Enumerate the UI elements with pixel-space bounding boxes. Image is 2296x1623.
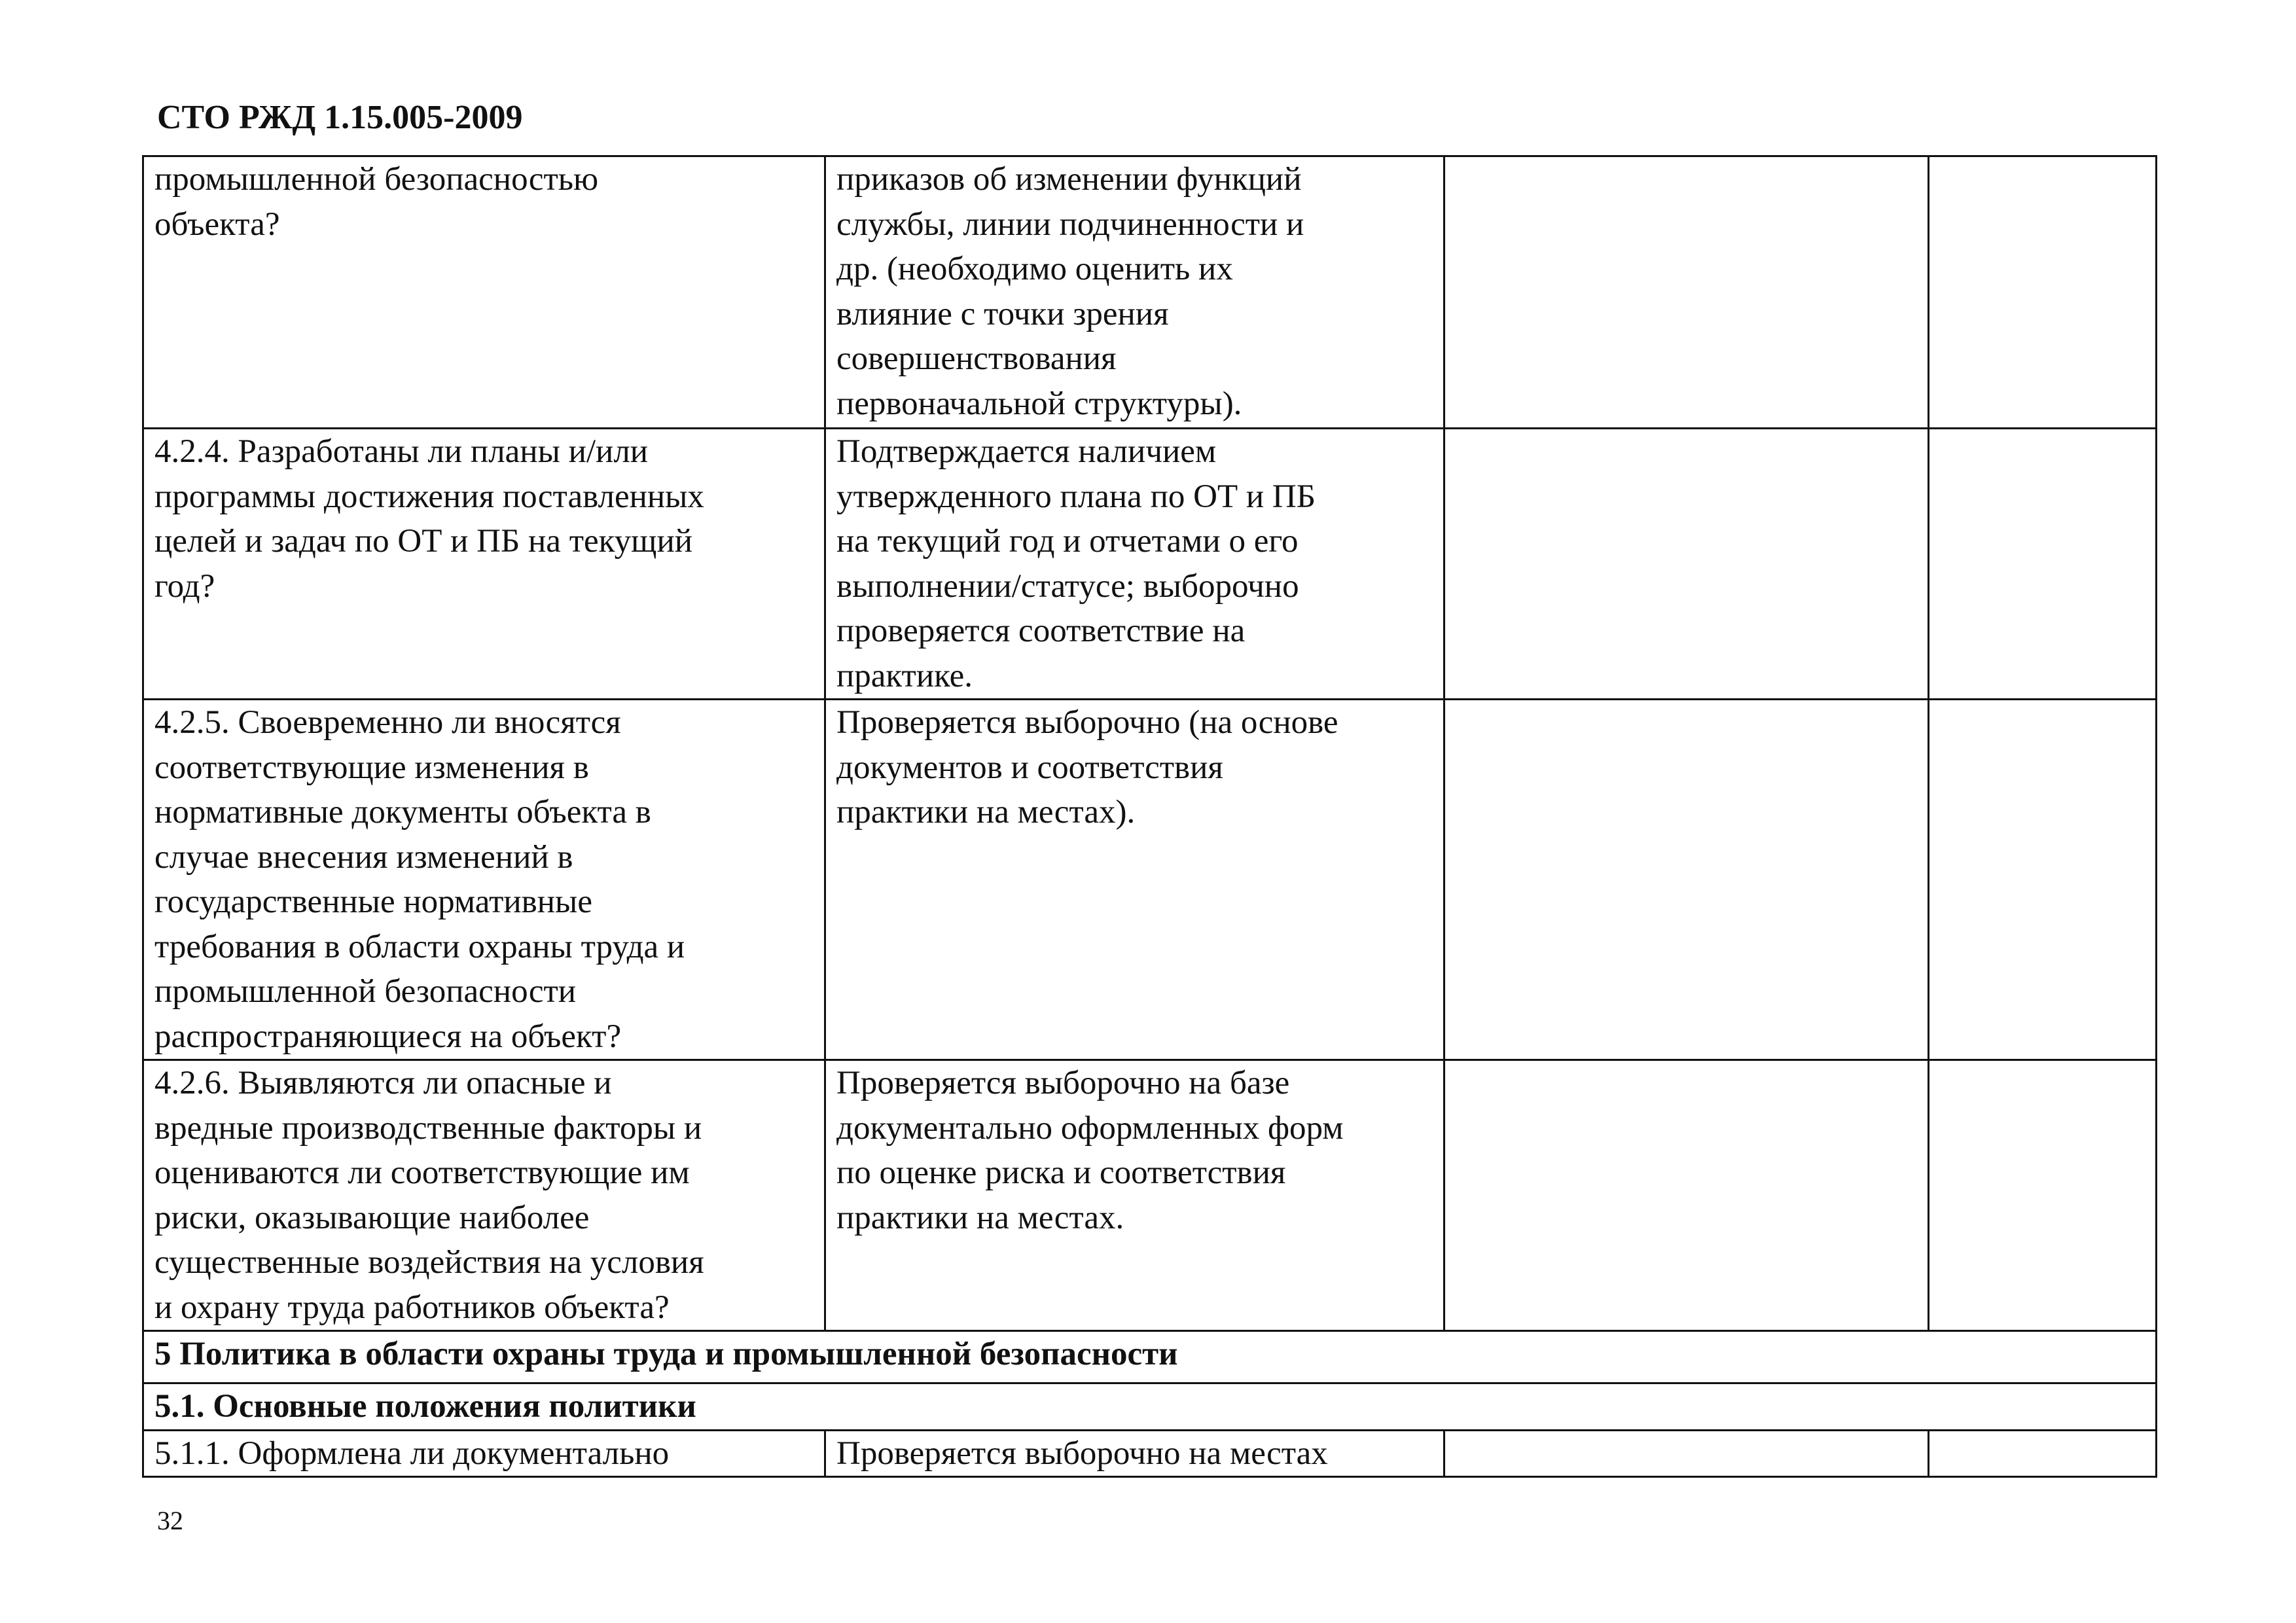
score-cell — [1929, 429, 2157, 700]
subsection-row — [143, 1383, 2157, 1431]
section-title: 5 Политика в области охраны труда и промышленной безопасности — [143, 1331, 2157, 1383]
table-row — [143, 1060, 2157, 1331]
score-cell — [1929, 156, 2157, 429]
section-row — [143, 1331, 2157, 1383]
assessment-cell — [1444, 1060, 1929, 1331]
question-cell: 4.2.6. Выявляются ли опасные и вредные производственные факторы и оцениваются ли соответствующие им риски, оказывающие наиболее существенные воздействия на условия и охрану труда работников объекта? — [143, 1060, 825, 1331]
assessment-cell — [1444, 429, 1929, 700]
subsection-title: 5.1. Основные положения политики — [143, 1383, 2157, 1431]
question-cell: 4.2.5. Своевременно ли вносятся соответствующие изменения в нормативные документы объекта в случае внесения изменений в государственные нормативные требования в области охраны труда и промышленной безопасности распространяющиеся на объект? — [143, 700, 825, 1060]
checklist-table — [142, 155, 2157, 1478]
verification-cell: Проверяется выборочно на местах — [825, 1430, 1444, 1477]
document-header: СТО РЖД 1.15.005-2009 — [157, 99, 523, 136]
score-cell — [1929, 700, 2157, 1060]
assessment-cell — [1444, 156, 1929, 429]
table-row — [143, 1430, 2157, 1477]
table-row — [143, 429, 2157, 700]
score-cell — [1929, 1060, 2157, 1331]
verification-cell: Проверяется выборочно на базе документально оформленных форм по оценке риска и соответствия практики на местах. — [825, 1060, 1444, 1331]
verification-cell: Проверяется выборочно (на основе документов и соответствия практики на местах). — [825, 700, 1444, 1060]
question-cell: 4.2.4. Разработаны ли планы и/или программы достижения поставленных целей и задач по ОТ и ПБ на текущий год? — [143, 429, 825, 700]
question-cell: 5.1.1. Оформлена ли документально — [143, 1430, 825, 1477]
score-cell — [1929, 1430, 2157, 1477]
table-row — [143, 156, 2157, 429]
verification-cell: Подтверждается наличием утвержденного плана по ОТ и ПБ на текущий год и отчетами о его выполнении/статусе; выборочно проверяется соответствие на практике. — [825, 429, 1444, 700]
assessment-cell — [1444, 700, 1929, 1060]
page-number: 32 — [157, 1506, 183, 1535]
table-row — [143, 700, 2157, 1060]
question-cell: промышленной безопасностью объекта? — [143, 156, 825, 429]
assessment-cell — [1444, 1430, 1929, 1477]
verification-cell: приказов об изменении функций службы, линии подчиненности и др. (необходимо оценить их влияние с точки зрения совершенствования первоначальной структуры). — [825, 156, 1444, 429]
